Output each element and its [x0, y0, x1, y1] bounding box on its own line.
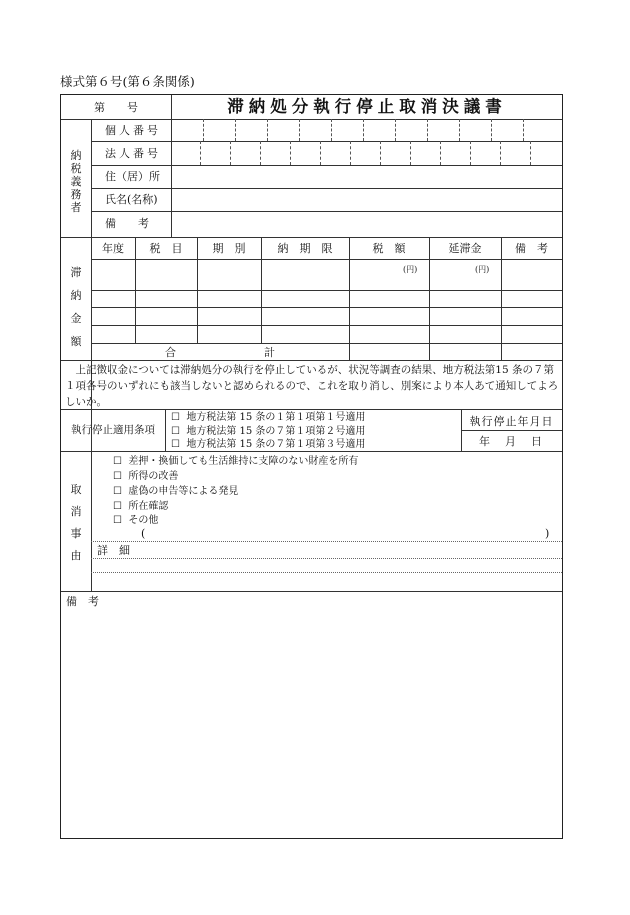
header-remarks: 備 考 [515, 242, 548, 255]
stop-date-value[interactable]: 年 月 日 [479, 435, 544, 448]
reason-option-false-report[interactable]: ☐ 虚偽の申告等による発見 [113, 486, 239, 497]
checkbox-icon[interactable]: ☐ [113, 515, 122, 526]
form-title: 滞納処分執行停止取消決議書 [227, 97, 507, 116]
taxpayer-remarks-field[interactable] [172, 212, 561, 236]
address-field[interactable] [172, 166, 561, 187]
header-year: 年度 [102, 242, 124, 255]
name-label: 氏名(名称) [105, 193, 158, 206]
tax-amount-yen-unit: (円) [403, 265, 418, 274]
provision-label: 執行停止適用条項 [71, 424, 155, 436]
total-label: 合 計 [165, 346, 275, 359]
individual-number-label: 個人番号 [105, 124, 161, 137]
header-period: 期 別 [212, 242, 246, 255]
number-label: 第 号 [94, 101, 138, 114]
form-sheet [60, 94, 563, 839]
other-paren-open: ( [141, 527, 146, 540]
provision-option-3[interactable]: ☐ 地方税法第 15 条の７第１項第３号適用 [171, 439, 366, 450]
header-due-date: 納 期 限 [277, 242, 333, 255]
remarks-field[interactable] [65, 611, 558, 833]
arrears-row[interactable] [92, 260, 561, 289]
address-label: 住（居）所 [105, 170, 160, 183]
header-tax-amount: 税 額 [372, 242, 406, 255]
checkbox-icon[interactable]: ☐ [171, 426, 180, 437]
other-paren-close: ) [545, 527, 550, 540]
resolution-paragraph: 上記徴収金については滞納処分の執行を停止しているが、状況等調査の結果、地方税法第15 条の７第１項各号のいずれにも該当しないと認められるので、これを取り消し、別案により本人あて通知してよろしいか。 [65, 364, 559, 408]
remarks-label: 備 考 [66, 595, 99, 608]
reason-option-property[interactable]: ☐ 差押・換価しても生活維持に支障のない財産を所有 [113, 456, 359, 467]
detail-label: 詳 細 [97, 544, 130, 557]
stop-date-header: 執行停止年月日 [469, 415, 554, 428]
taxpayer-remarks-label: 備 考 [105, 217, 149, 230]
provision-option-1[interactable]: ☐ 地方税法第 15 条の１第１項第１号適用 [171, 412, 366, 423]
header-tax-item: 税 目 [149, 242, 183, 255]
reason-option-other[interactable]: ☐ その他 [113, 515, 159, 526]
reason-option-income[interactable]: ☐ 所得の改善 [113, 471, 179, 482]
checkbox-icon[interactable]: ☐ [113, 501, 122, 512]
provision-option-2[interactable]: ☐ 地方税法第 15 条の７第１項第２号適用 [171, 426, 366, 437]
other-reason-field[interactable] [151, 527, 541, 540]
arrears-section-label: 滞 納 金 額 [70, 266, 82, 348]
reason-section-label: 取 消 事 由 [70, 483, 82, 562]
form-caption: 様式第６号(第６条関係) [60, 74, 195, 89]
header-late-fee: 延滞金 [448, 242, 482, 255]
checkbox-icon[interactable]: ☐ [171, 439, 180, 450]
arrears-row[interactable] [92, 291, 561, 306]
arrears-row[interactable] [92, 308, 561, 324]
reason-option-location[interactable]: ☐ 所在確認 [113, 501, 169, 512]
corporate-number-label: 法人番号 [105, 147, 161, 160]
checkbox-icon[interactable]: ☐ [113, 456, 122, 467]
checkbox-icon[interactable]: ☐ [113, 486, 122, 497]
arrears-row[interactable] [92, 326, 561, 342]
checkbox-icon[interactable]: ☐ [113, 471, 122, 482]
late-fee-yen-unit: (円) [475, 265, 490, 274]
detail-field[interactable] [141, 543, 559, 589]
taxpayer-section-label: 納 税 義 務 者 [70, 149, 82, 214]
checkbox-icon[interactable]: ☐ [171, 412, 180, 423]
name-field[interactable] [172, 189, 561, 210]
